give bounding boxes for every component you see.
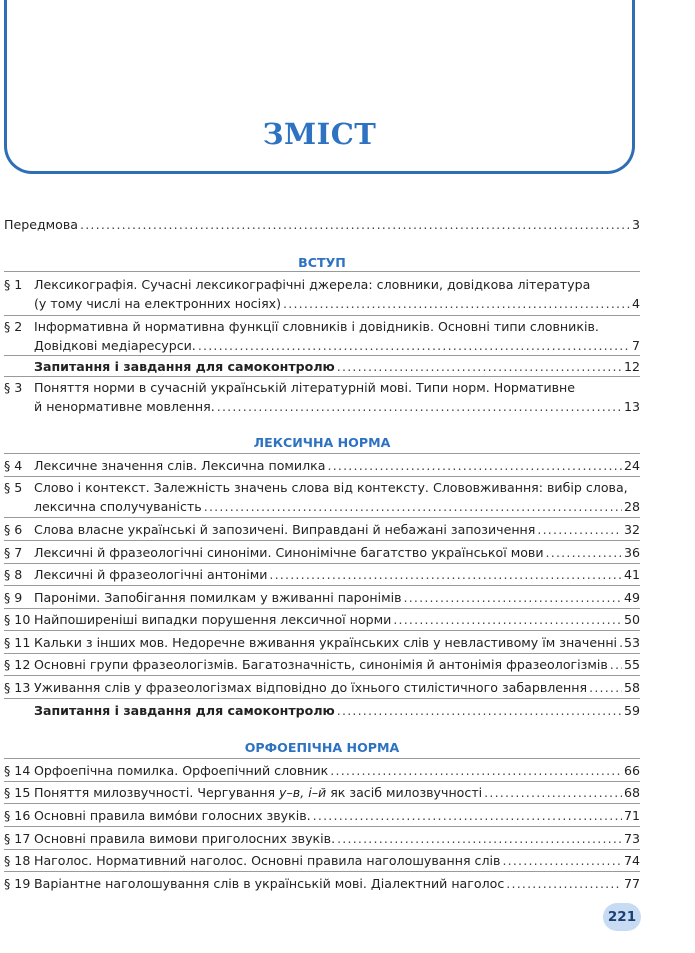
entry-title: Найпоширеніші випадки порушення лексичної норми (34, 612, 392, 627)
entry-title: Лексичні й фразеологічні антоніми (34, 567, 268, 582)
entry-title: Уживання слів у фразеологізмах відповідно до їхнього стилістичного забарвлення (34, 680, 588, 695)
page-title: ЗМІСТ (262, 117, 377, 151)
toc-entry[interactable] (4, 317, 640, 355)
entry-page: 66 (623, 763, 640, 778)
entry-title-cont: й ненормативне мовлення. (34, 399, 215, 414)
entry-title: Інформативна й нормативна функції словників і довідників. Основні типи словників. (34, 319, 599, 334)
entry-title: Кальки з інших мов. Недоречне вживання українських слів у невластивому їм значенні (34, 635, 618, 650)
entry-page: 4 (631, 296, 640, 311)
entry-number: § 9 (4, 590, 23, 605)
divider (4, 758, 640, 759)
entry-title: Лексичні й фразеологічні синоніми. Синонімічне багатство української мови (34, 545, 544, 560)
divider (4, 585, 640, 586)
section-heading-orthoepic: ОРФОЕПІЧНА НОРМА (244, 740, 400, 755)
divider (4, 630, 640, 631)
entry-title-cont: лексична сполучуваність (34, 499, 202, 514)
entry-title-cont: (у тому числі на електронних носіях) (34, 296, 282, 311)
entry-number: § 18 (4, 853, 31, 868)
entry-page: 58 (623, 680, 640, 695)
entry-title: Пароніми. Запобігання помилкам у вживанні паронімів (34, 590, 402, 605)
entry-title: Основні правила вимо́ви голосних звуків. (34, 808, 311, 823)
entry-page: 36 (623, 545, 640, 560)
divider (4, 376, 640, 377)
entry-title: Поняття норми в сучасній українській літературній мові. Типи норм. Нормативне (34, 380, 576, 395)
section-heading-lexical: ЛЕКСИЧНА НОРМА (253, 435, 391, 450)
entry-number: § 13 (4, 680, 31, 695)
entry-number: § 11 (4, 635, 31, 650)
entry-title: Лексичне значення слів. Лексична помилка (34, 458, 326, 473)
toc-entry-preface[interactable] (4, 215, 640, 234)
divider (4, 608, 640, 609)
toc-entry[interactable] (4, 378, 640, 416)
entry-page: 13 (623, 399, 640, 414)
divider (4, 476, 640, 477)
entry-title: Запитання і завдання для самоконтролю (34, 703, 335, 718)
toc-entry[interactable] (4, 275, 640, 313)
divider (4, 826, 640, 827)
divider (4, 271, 640, 272)
entry-title: Основні групи фразеологізмів. Багатозначність, синонімія й антонімія фразеологізмів (34, 657, 608, 672)
entry-page: 49 (623, 590, 640, 605)
entry-number: § 17 (4, 831, 31, 846)
divider (4, 781, 640, 782)
divider (4, 453, 640, 454)
divider (4, 698, 640, 699)
entry-number: § 16 (4, 808, 31, 823)
section-heading-intro: ВСТУП (298, 255, 346, 270)
entry-number: § 8 (4, 567, 23, 582)
toc-entry[interactable] (4, 478, 640, 516)
entry-page: 32 (623, 522, 640, 537)
entry-number: § 14 (4, 763, 31, 778)
entry-title-cont: Довідкові медіаресурси. (34, 338, 196, 353)
divider (4, 871, 640, 872)
divider (4, 517, 640, 518)
entry-title: Передмова (4, 217, 79, 232)
entry-page: 74 (623, 853, 640, 868)
divider (4, 563, 640, 564)
entry-page: 73 (623, 831, 640, 846)
entry-number: § 2 (4, 319, 23, 334)
entry-page: 77 (623, 876, 640, 891)
entry-page: 12 (623, 359, 640, 374)
entry-page: 3 (631, 217, 640, 232)
divider (4, 355, 640, 356)
entry-number: § 4 (4, 458, 23, 473)
entry-title: Лексикографія. Сучасні лексикографічні джерела: словники, довідкова література (34, 277, 591, 292)
entry-title: Слово і контекст. Залежність значень слова від контексту. Слововживання: вибір слова, (34, 480, 628, 495)
entry-page: 71 (623, 808, 640, 823)
entry-title: Слова власне українські й запозичені. Виправдані й небажані запозичення (34, 522, 536, 537)
entry-number: § 5 (4, 480, 23, 495)
entry-page: 50 (623, 612, 640, 627)
page-number-badge: 221 (603, 903, 641, 931)
divider (4, 653, 640, 654)
entry-title: Основні правила вимови приголосних звуків. (34, 831, 336, 846)
entry-title: Наголос. Нормативний наголос. Основні правила наголошування слів (34, 853, 501, 868)
entry-page: 41 (623, 567, 640, 582)
entry-number: § 6 (4, 522, 23, 537)
entry-number: § 1 (4, 277, 23, 292)
entry-number: § 7 (4, 545, 23, 560)
divider (4, 803, 640, 804)
entry-page: 59 (623, 703, 640, 718)
entry-title: Поняття милозвучності. Чергування у–в, і–й як засіб милозвучності (34, 785, 483, 800)
divider (4, 849, 640, 850)
entry-page: 53 (623, 635, 640, 650)
entry-number: § 12 (4, 657, 31, 672)
entry-title: Запитання і завдання для самоконтролю (34, 359, 335, 374)
entry-number: § 19 (4, 876, 31, 891)
divider (4, 675, 640, 676)
alternation-example: у–в, і–й (279, 785, 327, 800)
entry-page: 7 (631, 338, 640, 353)
entry-page: 28 (623, 499, 640, 514)
entry-title: Варіантне наголошування слів в українській мові. Діалектний наголос (34, 876, 505, 891)
divider (4, 540, 640, 541)
entry-page: 55 (623, 657, 640, 672)
divider (4, 315, 640, 316)
entry-number: § 10 (4, 612, 31, 627)
entry-page: 24 (623, 458, 640, 473)
entry-title: Орфоепічна помилка. Орфоепічний словник (34, 763, 329, 778)
entry-number: § 15 (4, 785, 31, 800)
entry-number: § 3 (4, 380, 23, 395)
entry-page: 68 (623, 785, 640, 800)
